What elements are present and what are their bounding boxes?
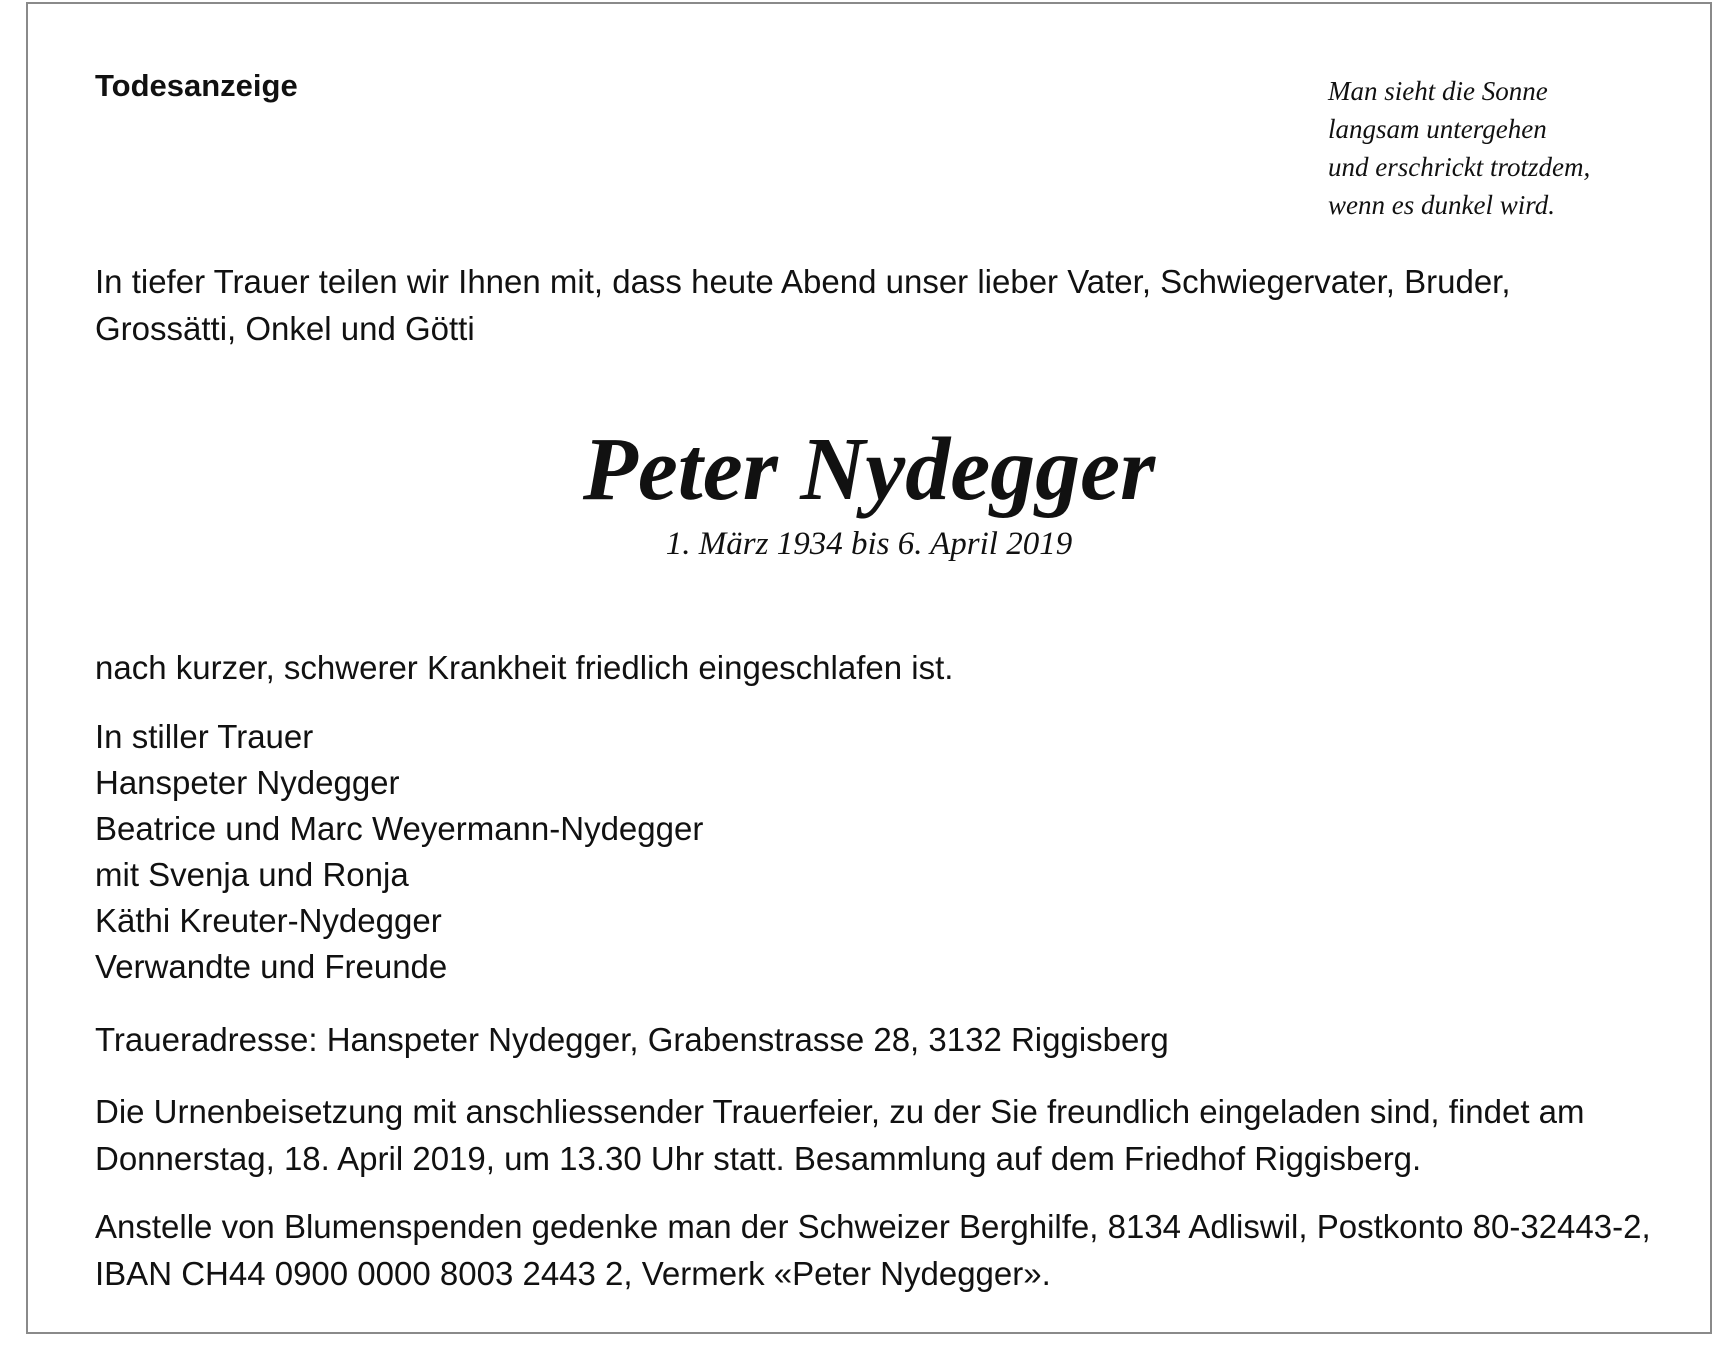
mourner-line: Hanspeter Nydegger bbox=[95, 764, 400, 801]
poem-line: und erschrickt trotzdem, bbox=[1328, 152, 1591, 182]
mourner-line: Beatrice und Marc Weyermann-Nydegger bbox=[95, 810, 704, 847]
mourner-line: Käthi Kreuter-Nydegger bbox=[95, 902, 442, 939]
deceased-block bbox=[26, 420, 1712, 564]
mourning-address: Traueradresse: Hanspeter Nydegger, Grabenstrasse 28, 3132 Riggisberg bbox=[95, 1021, 1169, 1058]
poem-line: Man sieht die Sonne bbox=[1328, 76, 1548, 106]
notice-heading: Todesanzeige bbox=[95, 68, 298, 103]
poem-quote bbox=[1328, 72, 1658, 224]
passed-away-text: nach kurzer, schwerer Krankheit friedlich eingeschlafen ist. bbox=[95, 649, 954, 686]
life-dates: 1. März 1934 bis 6. April 2019 bbox=[665, 526, 1073, 562]
mourner-line: In stiller Trauer bbox=[95, 718, 314, 755]
mourner-line: mit Svenja und Ronja bbox=[95, 856, 409, 893]
poem-line: langsam untergehen bbox=[1328, 114, 1547, 144]
deceased-name: Peter Nydegger bbox=[582, 420, 1156, 519]
poem-line: wenn es dunkel wird. bbox=[1328, 190, 1555, 220]
mourners-list bbox=[95, 714, 703, 990]
ceremony-paragraph: Die Urnenbeisetzung mit anschliessender Trauerfeier, zu der Sie freundlich eingeladen sind, findet am Donnerstag, 18. April 2019, um 13.30 Uhr statt. Besammlung auf dem Friedhof Riggisberg. bbox=[95, 1093, 1585, 1177]
intro-paragraph: In tiefer Trauer teilen wir Ihnen mit, dass heute Abend unser lieber Vater, Schwiegervater, Bruder, Grossätti, Onkel und Götti bbox=[95, 263, 1511, 347]
donation-paragraph: Anstelle von Blumenspenden gedenke man der Schweizer Berghilfe, 8134 Adliswil, Postkonto 80-32443-2, IBAN CH44 0900 0000 8003 2443 2, Vermerk «Peter Nydegger». bbox=[95, 1208, 1651, 1292]
mourner-line: Verwandte und Freunde bbox=[95, 948, 448, 985]
